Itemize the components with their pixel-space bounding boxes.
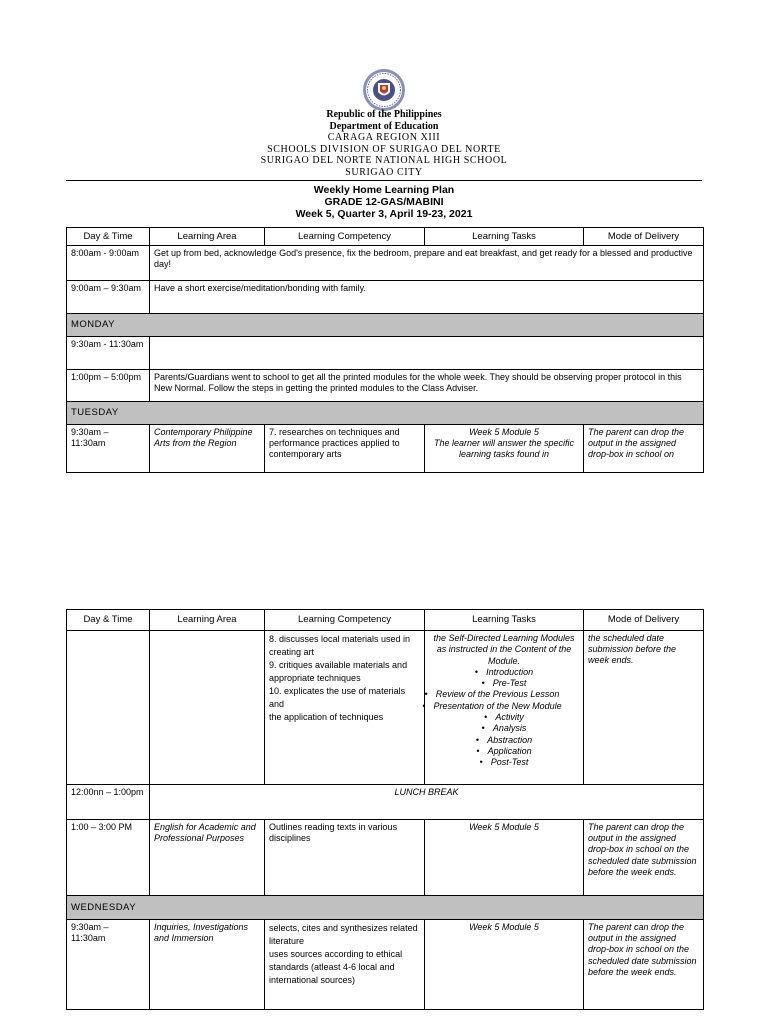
competency-line: the application of techniques bbox=[269, 712, 384, 722]
table-row bbox=[67, 337, 704, 370]
col-learning-tasks: Learning Tasks bbox=[425, 610, 584, 631]
col-learning-competency: Learning Competency bbox=[265, 610, 425, 631]
table-row bbox=[67, 820, 704, 896]
learning-plan-table-2 bbox=[66, 609, 704, 1010]
list-item: • Introduction bbox=[429, 667, 579, 678]
list-item: • Presentation of the New Module bbox=[417, 701, 567, 712]
task-description: The learner will answer the specific learning tasks found in bbox=[433, 438, 575, 460]
plan-title-block bbox=[0, 184, 768, 220]
row-time: 9:30am – 11:30am bbox=[67, 920, 150, 1010]
deped-seal-logo bbox=[357, 68, 411, 112]
list-item: • Application bbox=[429, 746, 579, 757]
row-time: 12:00nn – 1:00pm bbox=[67, 785, 150, 820]
mode-delivery-cell: The parent can drop the output in the assigned drop-box in school on the scheduled date submission before the week ends. bbox=[584, 820, 704, 896]
plan-week: Week 5, Quarter 3, April 19-23, 2021 bbox=[295, 208, 473, 220]
mode-delivery-cell: The parent can drop the output in the assigned drop-box in school on bbox=[584, 425, 704, 473]
learning-area-empty bbox=[150, 631, 265, 785]
col-learning-area: Learning Area bbox=[150, 228, 265, 246]
header-republic: Republic of the Philippines bbox=[326, 109, 442, 120]
agency-header bbox=[0, 109, 768, 178]
learning-area-cell: Contemporary Philippine Arts from the Region bbox=[150, 425, 265, 473]
learning-area-cell: English for Academic and Professional Purposes bbox=[150, 820, 265, 896]
row-time: 9:30am - 11:30am bbox=[67, 337, 150, 370]
col-day-time: Day & Time bbox=[67, 228, 150, 246]
row-time-empty bbox=[67, 631, 150, 785]
learning-competency-cell bbox=[265, 631, 425, 785]
list-item: • Post-Test bbox=[429, 757, 579, 768]
learning-tasks-cell: Week 5 Module 5 bbox=[425, 920, 584, 1010]
competency-line: creating art bbox=[269, 647, 315, 657]
learning-area-cell: Inquiries, Investigations and Immersion bbox=[150, 920, 265, 1010]
table-row bbox=[67, 425, 704, 473]
header-division: SCHOOLS DIVISION OF SURIGAO DEL NORTE bbox=[267, 143, 501, 155]
learning-tasks-cell: Week 5 Module 5 bbox=[425, 820, 584, 896]
table-row bbox=[67, 920, 704, 1010]
day-label: TUESDAY bbox=[67, 402, 704, 425]
col-mode-delivery: Mode of Delivery bbox=[584, 610, 704, 631]
row-time: 9:00am – 9:30am bbox=[67, 281, 150, 314]
table-row bbox=[67, 785, 704, 820]
day-row-monday bbox=[67, 314, 704, 337]
header-department: Department of Education bbox=[329, 120, 439, 132]
list-item: • Activity bbox=[429, 712, 579, 723]
row-activity: Get up from bed, acknowledge God's presence, fix the bedroom, prepare and eat breakfast, and get ready for a blessed and productive day! bbox=[150, 246, 704, 281]
learning-competency-cell: 7. researches on techniques and performance practices applied to contemporary arts bbox=[265, 425, 425, 473]
table-header-row bbox=[67, 610, 704, 631]
learning-plan-table-1 bbox=[66, 227, 704, 473]
day-label: WEDNESDAY bbox=[67, 896, 704, 920]
header-divider bbox=[66, 180, 702, 181]
day-row-tuesday bbox=[67, 402, 704, 425]
row-activity: Have a short exercise/meditation/bonding with family. bbox=[150, 281, 704, 314]
header-school: SURIGAO DEL NORTE NATIONAL HIGH SCHOOL bbox=[260, 155, 508, 166]
list-item: • Abstraction bbox=[429, 735, 579, 746]
learning-competency-cell bbox=[265, 920, 425, 1010]
plan-title: Weekly Home Learning Plan bbox=[313, 184, 455, 196]
task-module: Week 5 Module 5 bbox=[469, 427, 539, 437]
table-row bbox=[67, 281, 704, 314]
col-learning-tasks: Learning Tasks bbox=[425, 228, 584, 246]
learning-tasks-cell bbox=[425, 425, 584, 473]
learning-tasks-cell bbox=[425, 631, 584, 785]
lunch-break-label: LUNCH BREAK bbox=[150, 785, 704, 820]
competency-line: uses sources according to ethical standards (atleast 4-6 local and international sources) bbox=[269, 949, 403, 985]
competency-line: 8. discusses local materials used in bbox=[269, 634, 411, 644]
competency-line: selects, cites and synthesizes related literature bbox=[269, 923, 418, 946]
row-activity: Parents/Guardians went to school to get all the printed modules for the whole week. They should be observing proper protocol in this New Normal. Follow the steps in getting the printed modules to the Class Adviser. bbox=[150, 370, 704, 402]
header-region: CARAGA REGION XIII bbox=[327, 132, 441, 143]
task-steps-list bbox=[429, 667, 579, 769]
col-learning-competency: Learning Competency bbox=[265, 228, 425, 246]
day-row-wednesday bbox=[67, 896, 704, 920]
competency-line: 10. explicates the use of materials and bbox=[269, 686, 406, 709]
row-time: 1:00 – 3:00 PM bbox=[67, 820, 150, 896]
col-mode-delivery: Mode of Delivery bbox=[584, 228, 704, 246]
row-time: 1:00pm – 5:00pm bbox=[67, 370, 150, 402]
table-row bbox=[67, 246, 704, 281]
learning-competency-cell: Outlines reading texts in various disciplines bbox=[265, 820, 425, 896]
competency-line: 9. critiques available materials and bbox=[269, 660, 408, 670]
col-day-time: Day & Time bbox=[67, 610, 150, 631]
list-item: • Analysis bbox=[429, 723, 579, 734]
mode-delivery-cell: the scheduled date submission before the week ends. bbox=[584, 631, 704, 785]
row-time: 9:30am – 11:30am bbox=[67, 425, 150, 473]
table-row bbox=[67, 370, 704, 402]
list-item: • Review of the Previous Lesson bbox=[417, 689, 567, 700]
table-header-row bbox=[67, 228, 704, 246]
mode-delivery-cell: The parent can drop the output in the assigned drop-box in school on the scheduled date submission before the week ends. bbox=[584, 920, 704, 1010]
row-time: 8:00am - 9:00am bbox=[67, 246, 150, 281]
competency-line: appropriate techniques bbox=[269, 673, 361, 683]
header-city: SURIGAO CITY bbox=[345, 166, 423, 178]
day-label: MONDAY bbox=[67, 314, 704, 337]
table-row bbox=[67, 631, 704, 785]
task-intro: the Self-Directed Learning Modules as instructed in the Content of the Module. bbox=[433, 633, 575, 666]
col-learning-area: Learning Area bbox=[150, 610, 265, 631]
row-activity-empty bbox=[150, 337, 704, 370]
plan-grade: GRADE 12-GAS/MABINI bbox=[324, 196, 444, 208]
list-item: • Pre-Test bbox=[429, 678, 579, 689]
